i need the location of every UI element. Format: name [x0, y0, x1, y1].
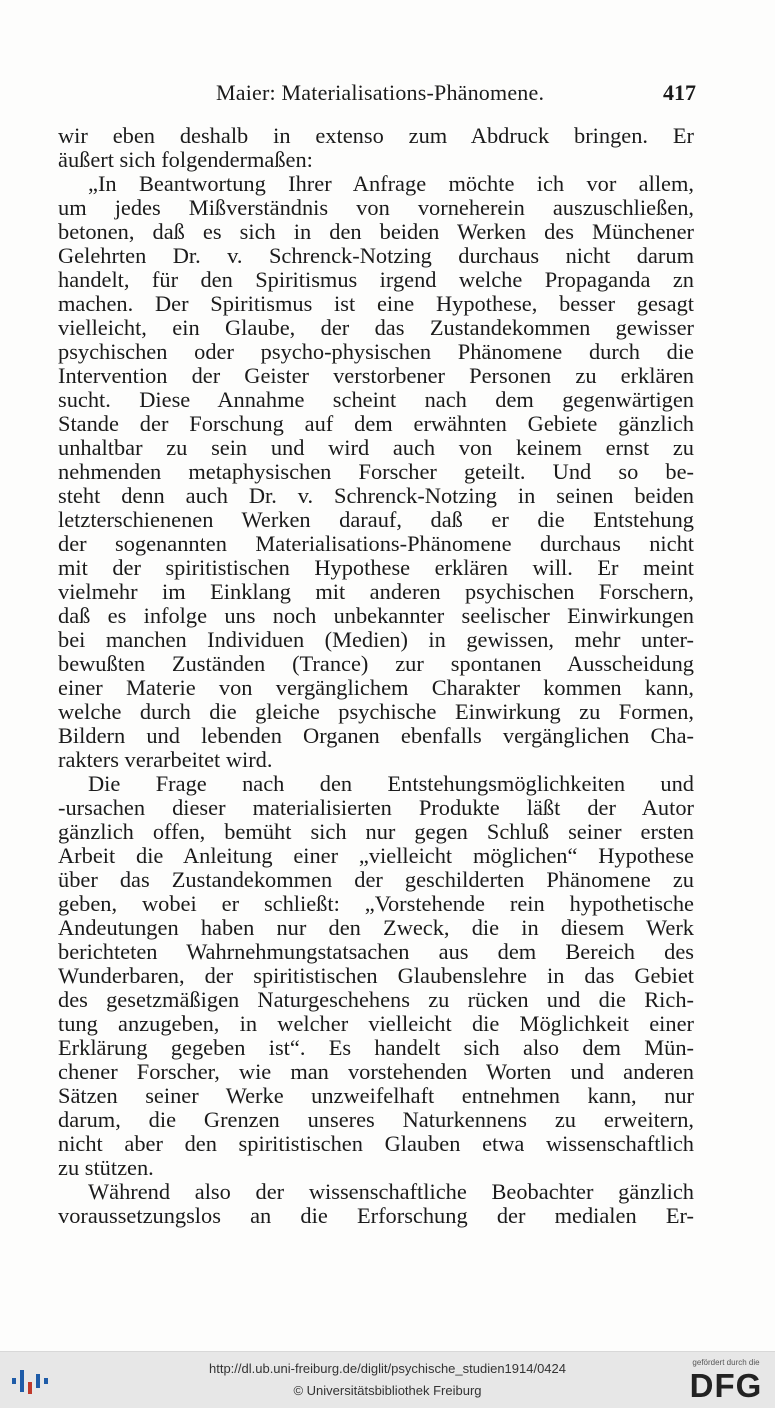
text-line: Erklärung gegeben ist“. Es handelt sich also dem Mün-	[58, 1035, 694, 1060]
text-line: darum, die Grenzen unseres Naturkennens zu erweitern,	[58, 1107, 694, 1132]
dfg-wordmark: DFG	[689, 1367, 763, 1404]
text-line: „In Beantwortung Ihrer Anfrage möchte ich vor allem,	[88, 171, 694, 196]
text-line: daß es infolge uns noch unbekannter seelischer Einwirkungen	[58, 603, 694, 628]
text-line: psychischen oder psycho-physischen Phänomene durch die	[58, 339, 694, 364]
text-line: handelt, für den Spiritismus irgend welche Propaganda zn	[58, 267, 694, 292]
text-line: sucht. Diese Annahme scheint nach dem gegenwärtigen	[58, 387, 694, 412]
text-line: nehmenden metaphysischen Forscher geteilt. Und so be-	[58, 459, 694, 484]
dfg-sponsor-text: gefördert durch die	[692, 1358, 760, 1367]
text-line: nicht aber den spiritistischen Glauben etwa wissenschaftlich	[58, 1131, 694, 1156]
copyright-notice: © Universitätsbibliothek Freiburg	[293, 1383, 482, 1398]
text-line: voraussetzungslos an die Erforschung der medialen Er-	[58, 1203, 694, 1228]
text-line: Arbeit die Anleitung einer „vielleicht möglichen“ Hypothese	[58, 843, 694, 868]
text-line: mit der spiritistischen Hypothese erklären will. Er meint	[58, 555, 694, 580]
text-line: geben, wobei er schließt: „Vorstehende rein hypothetische	[58, 891, 694, 916]
source-url-link[interactable]: http://dl.ub.uni-freiburg.de/diglit/psychische_studien1914/0424	[208, 1361, 567, 1376]
text-line: steht denn auch Dr. v. Schrenck-Notzing in seinen beiden	[58, 483, 694, 508]
text-line: betonen, daß es sich in den beiden Werken des Münchener	[58, 219, 694, 244]
text-line: -ursachen dieser materialisierten Produkte läßt der Autor	[58, 795, 694, 820]
text-line: Stande der Forschung auf dem erwähnten Gebiete gänzlich	[58, 411, 694, 436]
text-line: welche durch die gleiche psychische Einwirkung zu Formen,	[58, 699, 694, 724]
text-line: chener Forscher, wie man vorstehenden Worten und anderen	[58, 1059, 694, 1084]
text-line: des gesetzmäßigen Naturgeschehens zu rücken und die Rich-	[58, 987, 694, 1012]
dfg-logo[interactable]	[685, 1358, 767, 1406]
text-line: gänzlich offen, bemüht sich nur gegen Schluß seiner ersten	[58, 819, 694, 844]
text-line: Intervention der Geister verstorbener Personen zu erklären	[58, 363, 694, 388]
text-line: rakters verarbeitet wird.	[58, 747, 273, 772]
text-line: bei manchen Individuen (Medien) in gewissen, mehr unter-	[58, 627, 694, 652]
page-number: 417	[663, 80, 696, 105]
text-line: bewußten Zuständen (Trance) zur spontanen Ausscheidung	[58, 651, 694, 676]
running-head	[58, 80, 696, 110]
text-line: äußert sich folgendermaßen:	[58, 147, 313, 172]
text-line: Sätzen seiner Werke unzweifelhaft entnehmen kann, nur	[58, 1083, 694, 1108]
text-line: Die Frage nach den Entstehungsmöglichkeiten und	[88, 771, 694, 796]
text-line: Andeutungen haben nur den Zweck, die in diesem Werk	[58, 915, 694, 940]
text-line: tung anzugeben, in welcher vielleicht die Möglichkeit einer	[58, 1011, 694, 1036]
text-line: Gelehrten Dr. v. Schrenck-Notzing durchaus nicht darum	[58, 243, 694, 268]
text-line: vielmehr im Einklang mit anderen psychischen Forschern,	[58, 579, 694, 604]
text-line: der sogenannten Materialisations-Phänomene durchaus nicht	[58, 531, 694, 556]
text-line: machen. Der Spiritismus ist eine Hypothese, besser gesagt	[58, 291, 694, 316]
text-line: Während also der wissenschaftliche Beobachter gänzlich	[88, 1179, 694, 1204]
text-line: wir eben deshalb in extenso zum Abdruck bringen. Er	[58, 123, 694, 148]
text-line: über das Zustandekommen der geschilderten Phänomene zu	[58, 867, 694, 892]
text-line: vielleicht, ein Glaube, der das Zustandekommen gewisser	[58, 315, 694, 340]
running-title: Maier: Materialisations-Phänomene.	[216, 80, 545, 105]
text-line: Bildern und lebenden Organen ebenfalls vergänglichen Cha-	[58, 723, 694, 748]
body-text	[58, 124, 694, 1228]
text-line: letzterschienenen Werken darauf, daß er die Entstehung	[58, 507, 694, 532]
text-line: zu stützen.	[58, 1155, 154, 1180]
text-line: Wunderbaren, der spiritistischen Glaubenslehre in das Gebiet	[58, 963, 694, 988]
text-line: unhaltbar zu sein und wird auch von keinem ernst zu	[58, 435, 694, 460]
digitization-footer	[0, 1351, 775, 1408]
text-line: einer Materie von vergänglichem Charakter kommen kann,	[58, 675, 694, 700]
text-line: berichteten Wahrnehmungstatsachen aus dem Bereich des	[58, 939, 694, 964]
text-line: um jedes Mißverständnis von vorneherein auszuschließen,	[58, 195, 694, 220]
